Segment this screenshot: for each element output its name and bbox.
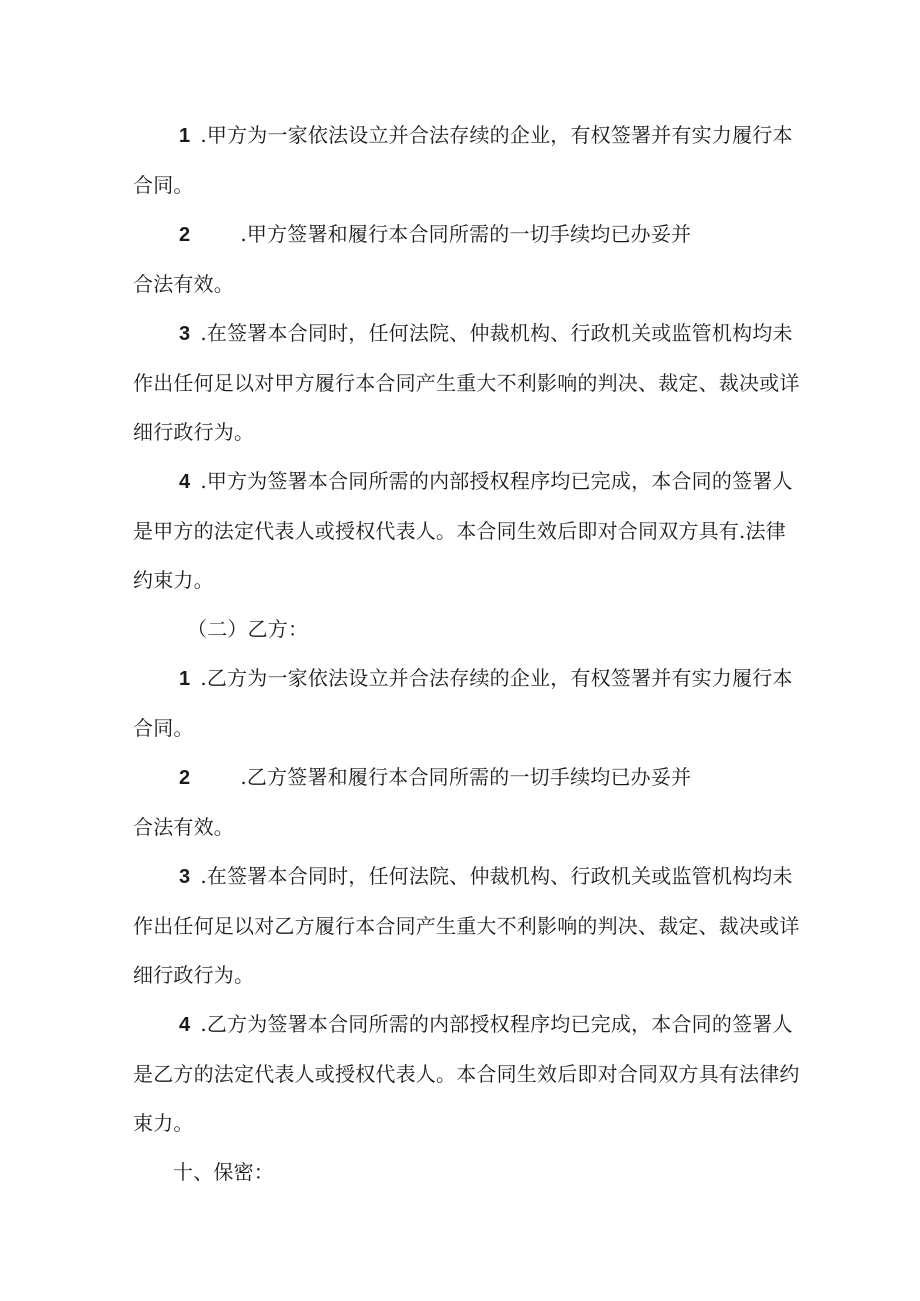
clause-number: 3 [179, 323, 191, 345]
clause-text: 是乙方的法定代表人或授权代表人。本合同生效后即对合同双方具有法律约 [133, 1062, 800, 1086]
clause-text: .在签署本合同时，任何法院、仲裁机构、行政机关或监管机构均未 [200, 321, 793, 345]
party-b-clause-2 [133, 753, 793, 852]
party-b-heading: （二）乙方： [187, 617, 309, 641]
party-a-clause-4 [133, 457, 793, 605]
clause-text: 合法有效。 [133, 815, 234, 839]
clause-text: .甲方为签署本合同所需的内部授权程序均已完成，本合同的签署人 [200, 469, 793, 493]
clause-text: 合同。 [133, 173, 194, 197]
clause-text: 细行政行为。 [133, 963, 255, 987]
clause-text: .乙方为签署本合同所需的内部授权程序均已完成，本合同的签署人 [200, 1012, 793, 1036]
clause-text: 合同。 [133, 716, 194, 740]
clause-text: 束力。 [133, 1111, 194, 1135]
party-a-clause-1 [133, 111, 793, 210]
clause-text: .乙方签署和履行本合同所需的一切手续均已办妥并 [240, 765, 692, 789]
clause-text: 约束力。 [133, 568, 214, 592]
clause-number: 4 [179, 471, 191, 493]
clause-number: 4 [179, 1014, 191, 1036]
clause-number: 2 [179, 224, 191, 246]
party-b-clause-1 [133, 654, 793, 753]
clause-number: 2 [179, 767, 191, 789]
clause-number: 1 [179, 125, 191, 147]
clause-text: 是甲方的法定代表人或授权代表人。本合同生效后即对合同双方具有.法律 [133, 519, 786, 543]
party-a-clause-2 [133, 210, 793, 309]
party-a-clause-3 [133, 309, 800, 457]
clause-text: .甲方为一家依法设立并合法存续的企业，有权签署并有实力履行本 [200, 123, 793, 147]
clause-text: .乙方为一家依法设立并合法存续的企业，有权签署并有实力履行本 [200, 666, 793, 690]
clause-number: 3 [179, 866, 191, 888]
clause-text: 细行政行为。 [133, 420, 255, 444]
party-b-clause-4 [133, 1000, 800, 1148]
clause-text: 合法有效。 [133, 272, 234, 296]
clause-text: 作出任何足以对乙方履行本合同产生重大不利影响的判决、裁定、裁决或详 [133, 914, 800, 938]
clause-text: .在签署本合同时，任何法院、仲裁机构、行政机关或监管机构均未 [200, 864, 793, 888]
section-ten-heading: 十、保密： [173, 1160, 274, 1184]
document-body [133, 111, 800, 1197]
clause-text: 作出任何足以对甲方履行本合同产生重大不利影响的判决、裁定、裁决或详 [133, 371, 800, 395]
clause-text: .甲方签署和履行本合同所需的一切手续均已办妥并 [240, 222, 692, 246]
party-b-clause-3 [133, 852, 800, 1000]
clause-number: 1 [179, 668, 191, 690]
